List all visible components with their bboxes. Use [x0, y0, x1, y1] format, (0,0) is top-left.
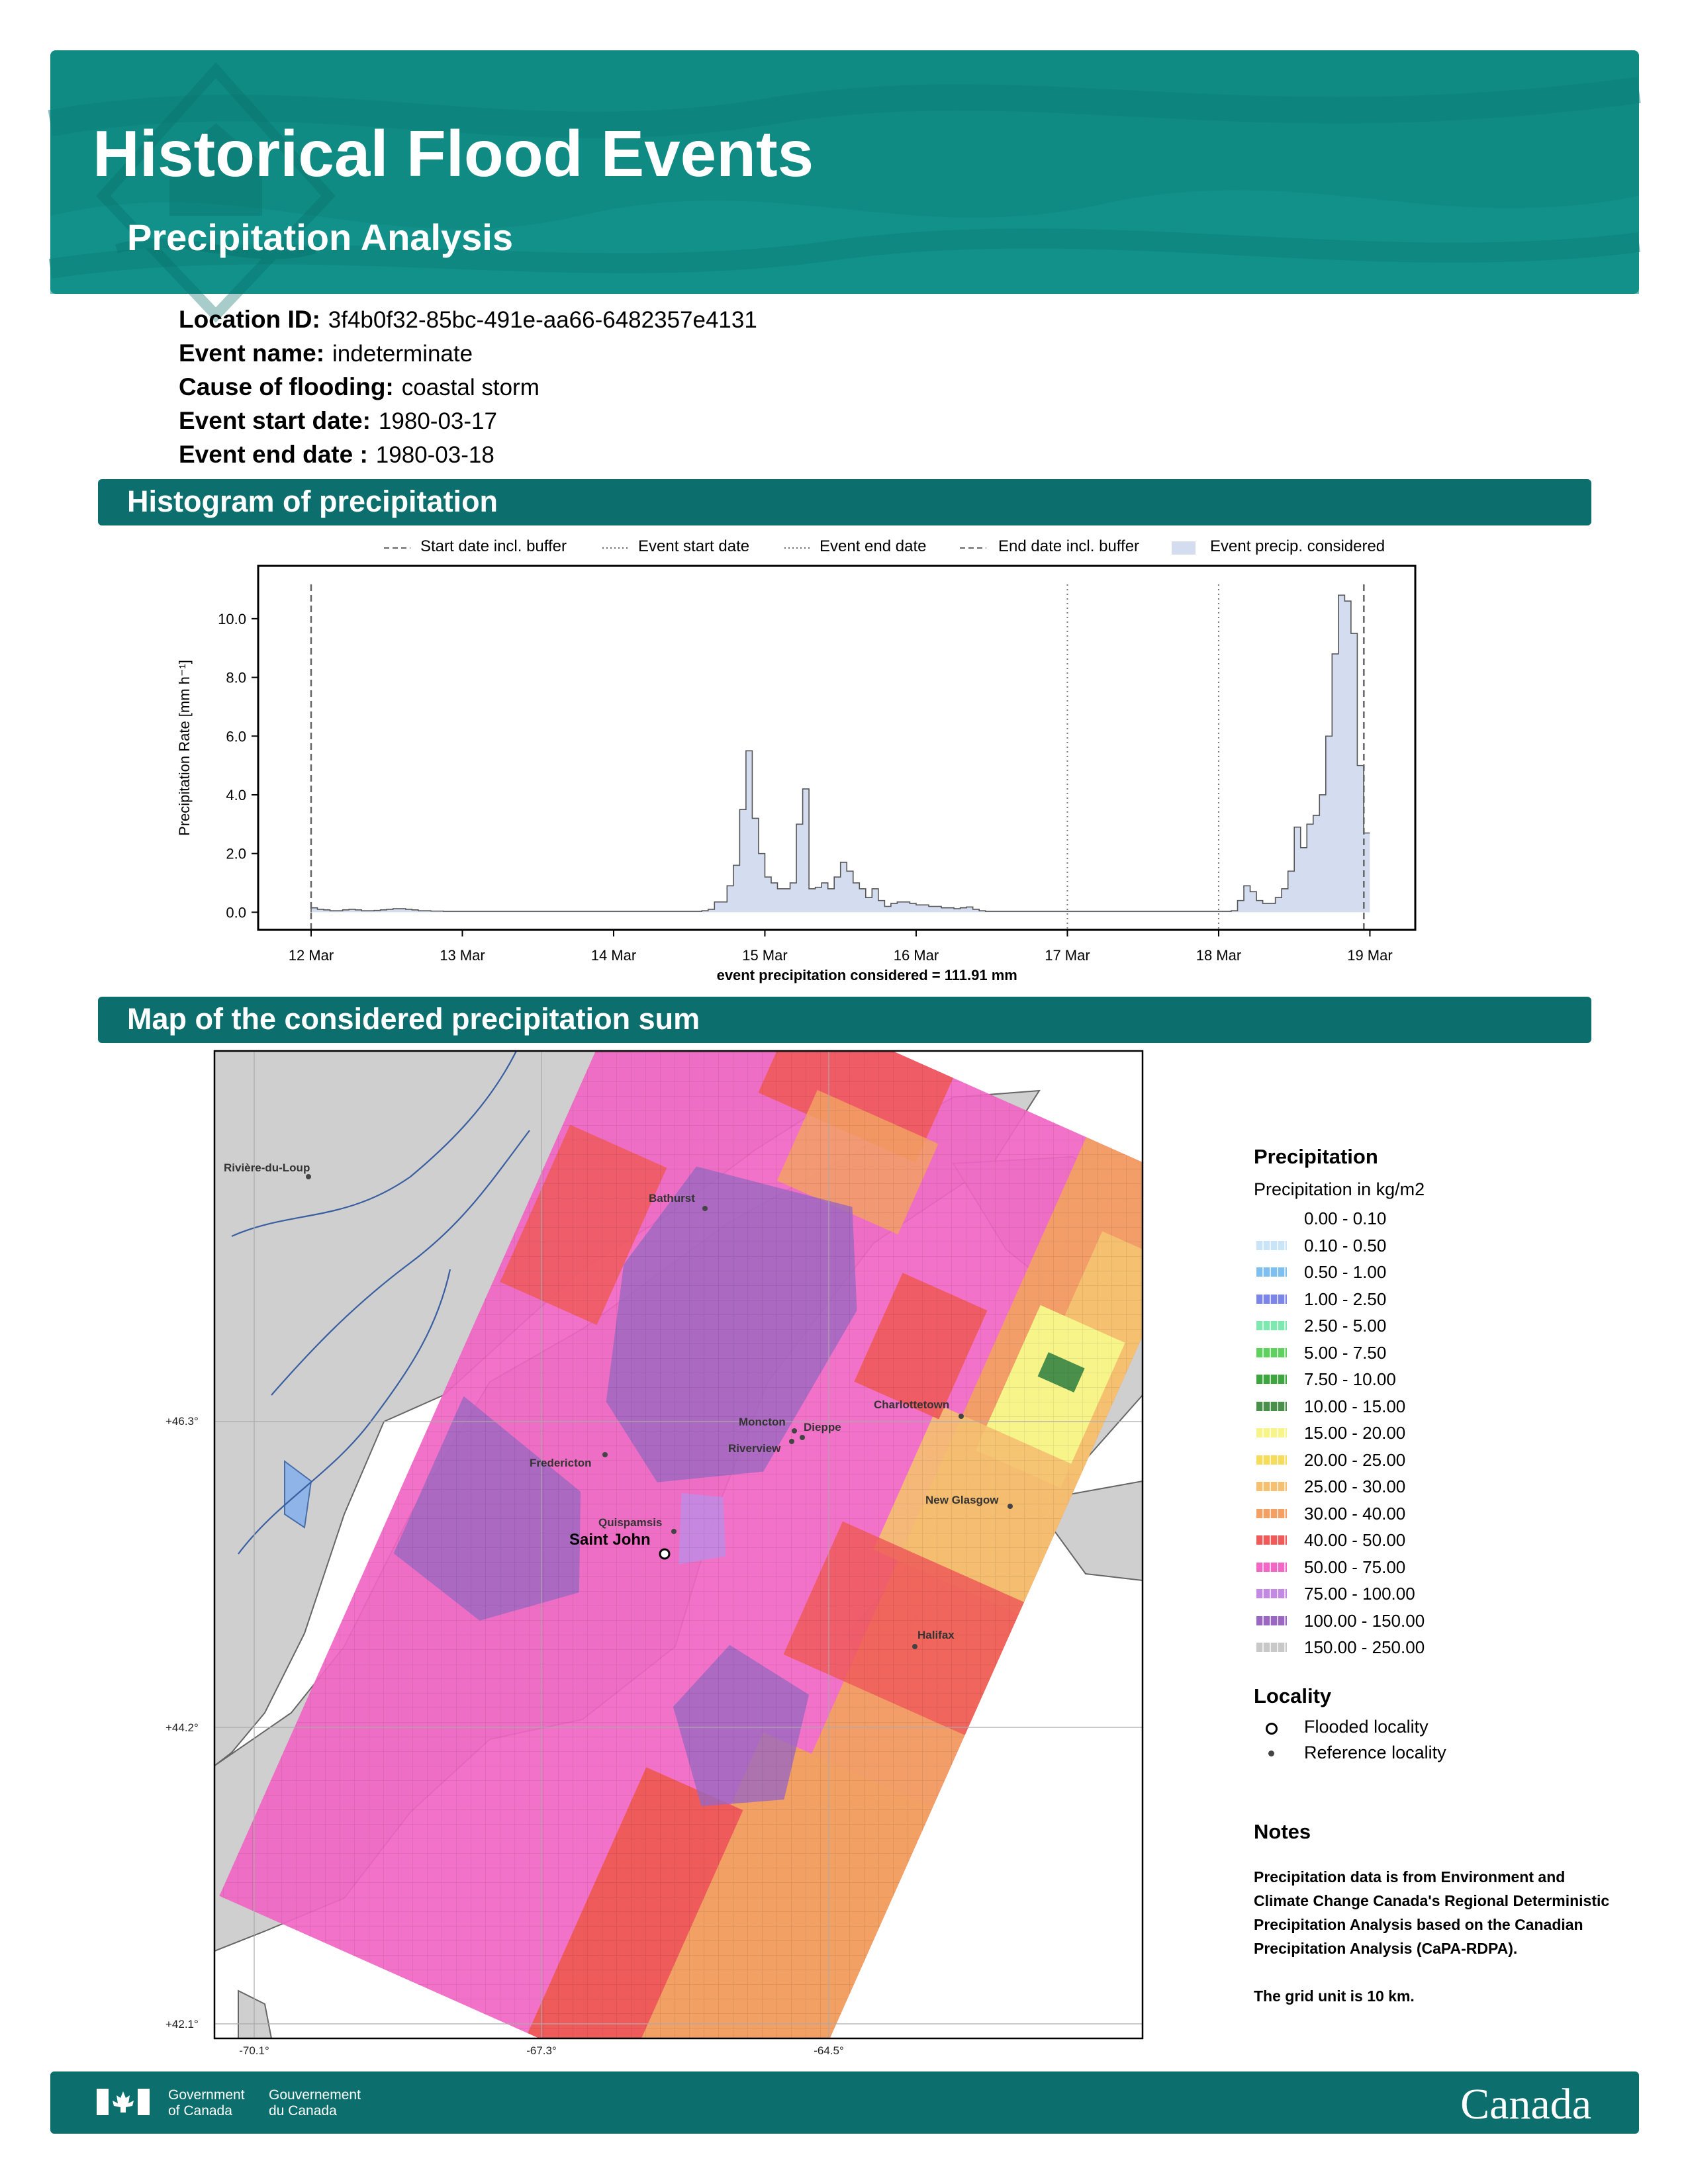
plot-frame [258, 566, 1415, 930]
precip-legend-label: 25.00 - 30.00 [1304, 1477, 1406, 1496]
precip-step-line [311, 595, 1370, 912]
city-label-riviere-du-loup: Rivière-du-Loup [224, 1161, 310, 1174]
gov-en [168, 2087, 245, 2119]
y-axis-label: Precipitation Rate [mm h⁻¹] [176, 660, 193, 836]
event-name-label: Event name: [179, 340, 325, 367]
gov-fr [269, 2087, 361, 2119]
gov-fr-line-2: du Canada [269, 2103, 337, 2118]
city-dot-fredericton [602, 1452, 608, 1457]
flooded-locality-label: Flooded locality [1304, 1717, 1429, 1737]
canada-wordmark: Canada [1460, 2080, 1591, 2128]
precip-legend-swatch [1256, 1535, 1287, 1545]
precip-legend-label: 7.50 - 10.00 [1304, 1369, 1396, 1389]
precip-legend-label: 0.10 - 0.50 [1304, 1235, 1387, 1255]
location-id-row [179, 306, 757, 334]
legend-start-buffer: Start date incl. buffer [420, 537, 567, 555]
legend-end-buffer: End date incl. buffer [998, 537, 1140, 555]
x-tick-label: 16 Mar [893, 947, 939, 964]
city-dot-charlottetown [959, 1414, 964, 1419]
y-tick-label: 2.0 [226, 845, 246, 862]
start-date-label: Event start date: [179, 407, 371, 434]
precip-legend-label: 50.00 - 75.00 [1304, 1557, 1406, 1577]
legend-event-end: Event end date [820, 537, 927, 555]
location-id-value: 3f4b0f32-85bc-491e-aa66-6482357e4131 [328, 307, 757, 333]
precip-legend-swatch [1256, 1375, 1287, 1384]
x-tick-label: 12 Mar [288, 947, 334, 964]
cause-label: Cause of flooding: [179, 373, 394, 400]
end-date-row [179, 441, 494, 469]
lon-label-2: -67.3° [526, 2044, 557, 2057]
x-tick-label: 18 Mar [1196, 947, 1242, 964]
precip-legend-label: 0.00 - 0.10 [1304, 1208, 1387, 1228]
page-title: Historical Flood Events [93, 117, 814, 190]
cause-row [179, 373, 539, 401]
legend-event-precip: Event precip. considered [1210, 537, 1385, 555]
locality-legend-title: Locality [1254, 1684, 1332, 1707]
precip-legend-swatch [1256, 1321, 1287, 1330]
precip-legend-label: 100.00 - 150.00 [1304, 1610, 1425, 1631]
precip-legend-title: Precipitation [1254, 1145, 1378, 1168]
header-banner [50, 50, 1639, 294]
city-label-quispamsis: Quispamsis [598, 1516, 663, 1529]
precip-legend-swatch [1256, 1214, 1287, 1223]
city-dot-new-glasgow [1008, 1504, 1013, 1509]
city-label-new-glasgow: New Glasgow [925, 1494, 999, 1506]
precip-legend-swatch [1256, 1563, 1287, 1572]
precip-legend-swatch [1256, 1428, 1287, 1437]
x-tick-label: 14 Mar [590, 947, 637, 964]
precip-legend-label: 150.00 - 250.00 [1304, 1637, 1425, 1657]
precip-legend-label: 5.00 - 7.50 [1304, 1342, 1387, 1363]
gov-fr-line-1: Gouvernement [269, 2087, 361, 2103]
histogram-section-header: Histogram of precipitation [98, 479, 1591, 525]
y-tick-label: 8.0 [226, 669, 246, 686]
x-tick-label: 19 Mar [1347, 947, 1393, 964]
x-axis-label: event precipitation considered = 111.91 mm [716, 967, 1017, 983]
y-tick-label: 4.0 [226, 786, 246, 803]
lat-label-2: +44.2° [165, 1721, 199, 1734]
city-label-bathurst: Bathurst [649, 1192, 695, 1205]
cause-value: coastal storm [401, 375, 539, 400]
y-tick-label: 10.0 [218, 610, 246, 627]
gov-en-line-1: Government [168, 2087, 245, 2103]
precipitation-histogram [165, 566, 1529, 989]
lon-label-3: -64.5° [814, 2044, 844, 2057]
city-dot-quispamsis [671, 1529, 677, 1534]
lat-label-1: +46.3° [165, 1415, 199, 1428]
city-label-riverview: Riverview [728, 1442, 781, 1455]
gov-en-line-2: of Canada [168, 2103, 232, 2118]
precip-legend-swatch [1256, 1643, 1287, 1652]
legend-event-precip-swatch [1172, 541, 1196, 555]
y-tick-label: 0.0 [226, 904, 246, 921]
map-section-header: Map of the considered precipitation sum [98, 997, 1591, 1043]
event-name-value: indeterminate [332, 341, 473, 367]
notes-body [1254, 1865, 1611, 2008]
city-label-saint-john: Saint John [569, 1531, 651, 1549]
x-tick-label: 17 Mar [1045, 947, 1090, 964]
city-label-halifax: Halifax [917, 1629, 955, 1641]
precip-legend-label: 40.00 - 50.00 [1304, 1530, 1406, 1550]
notes-text-grid: The grid unit is 10 km. [1254, 1987, 1415, 2005]
location-id-label: Location ID: [179, 306, 320, 333]
page-subtitle: Precipitation Analysis [127, 216, 513, 258]
city-dot-riverview [789, 1439, 794, 1444]
precip-legend-swatch [1256, 1509, 1287, 1518]
x-tick-label: 13 Mar [440, 947, 485, 964]
city-dot-dieppe [800, 1435, 805, 1440]
canada-flag-icon [97, 2089, 150, 2115]
precip-legend-label: 30.00 - 40.00 [1304, 1503, 1406, 1524]
x-tick-label: 15 Mar [742, 947, 788, 964]
end-date-value: 1980-03-18 [375, 442, 494, 468]
footer [50, 2071, 1639, 2134]
precip-legend-swatch [1256, 1295, 1287, 1304]
precip-legend-label: 20.00 - 25.00 [1304, 1449, 1406, 1470]
lat-label-3: +42.1° [165, 2018, 199, 2030]
reference-locality-label: Reference locality [1304, 1743, 1446, 1762]
precip-legend-swatch [1256, 1616, 1287, 1625]
start-date-value: 1980-03-17 [378, 408, 497, 434]
precip-legend-swatch [1256, 1482, 1287, 1491]
precip-legend-swatch [1256, 1455, 1287, 1465]
flooded-locality-marker [1266, 1723, 1278, 1735]
precip-legend-swatch [1256, 1241, 1287, 1250]
event-name-row [179, 340, 473, 367]
precip-legend-subtitle: Precipitation in kg/m2 [1254, 1179, 1425, 1199]
start-date-row [179, 407, 497, 435]
end-date-label: Event end date : [179, 441, 368, 468]
city-label-charlottetown: Charlottetown [874, 1398, 950, 1411]
precip-legend-swatch [1256, 1402, 1287, 1411]
city-label-moncton: Moncton [739, 1416, 786, 1428]
city-dot-moncton [792, 1428, 797, 1433]
city-label-dieppe: Dieppe [804, 1421, 841, 1433]
y-tick-label: 6.0 [226, 728, 246, 745]
notes-title: Notes [1254, 1820, 1311, 1843]
precip-legend-swatch [1256, 1348, 1287, 1357]
precip-legend-label: 1.00 - 2.50 [1304, 1289, 1387, 1309]
precip-legend-label: 15.00 - 20.00 [1304, 1423, 1406, 1443]
precip-legend-label: 10.00 - 15.00 [1304, 1396, 1406, 1416]
lon-label-1: -70.1° [239, 2044, 269, 2057]
city-label-fredericton: Fredericton [530, 1457, 592, 1469]
precip-legend-label: 75.00 - 100.00 [1304, 1584, 1415, 1604]
precipitation-map [165, 1051, 1152, 2057]
legend-event-start: Event start date [638, 537, 750, 555]
notes-text-source: Precipitation data is from Environment and Climate Change Canada's Regional Deterministic Precipitation Analysis based on the Canadian Precipitation Analysis (CaPA-RDPA). [1254, 1868, 1610, 1957]
precip-legend-label: 0.50 - 1.00 [1304, 1262, 1387, 1282]
city-dot-saint-john [660, 1549, 669, 1559]
city-dot-riviere-du-loup [306, 1174, 311, 1179]
city-dot-halifax [912, 1644, 917, 1649]
precip-legend-swatch [1256, 1589, 1287, 1598]
city-dot-bathurst [702, 1206, 708, 1211]
reference-locality-marker [1268, 1751, 1274, 1756]
precip-legend-swatch [1256, 1267, 1287, 1277]
precip-legend-label: 2.50 - 5.00 [1304, 1316, 1387, 1336]
